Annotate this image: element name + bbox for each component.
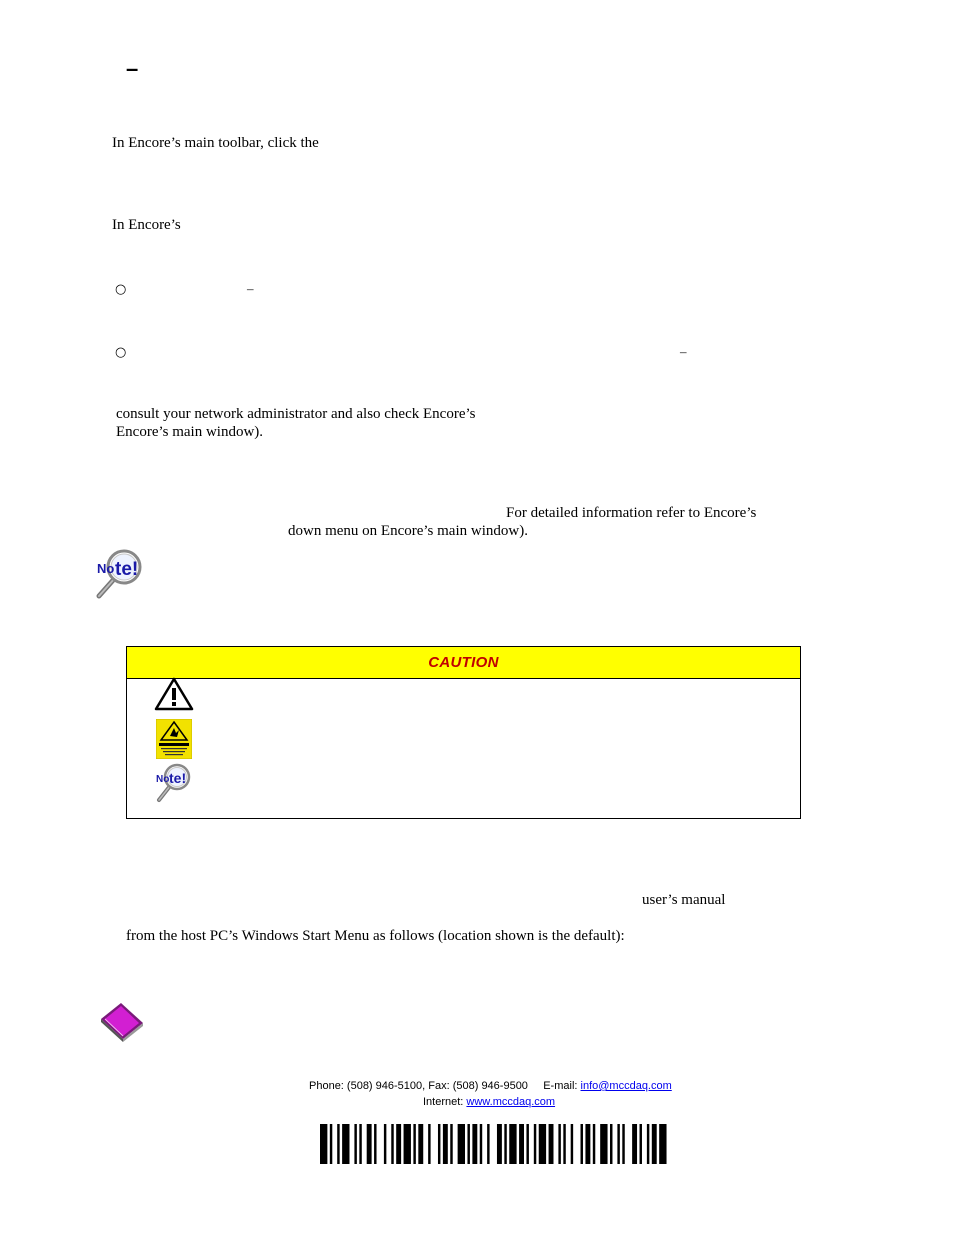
barcode-bar	[443, 1124, 448, 1164]
barcode-bar	[622, 1124, 624, 1164]
barcode-bar	[581, 1124, 583, 1164]
barcode-bar	[413, 1124, 415, 1164]
barcode-bar	[418, 1124, 423, 1164]
toolbar-instruction: In Encore’s main toolbar, click the	[112, 135, 319, 151]
barcode-bar	[480, 1124, 482, 1164]
barcode-bar	[539, 1124, 546, 1164]
barcode-bar	[610, 1124, 612, 1164]
barcode-bar	[652, 1124, 657, 1164]
barcode-bar	[600, 1124, 607, 1164]
network-line-1: consult your network administrator and also check Encore’s	[116, 406, 476, 422]
caution-title: CAUTION	[428, 654, 499, 671]
detail-line-1: For detailed information refer to Encore’s	[506, 505, 757, 521]
barcode-bar	[354, 1124, 356, 1164]
barcode-bar	[640, 1124, 642, 1164]
footer-contact-line	[309, 1079, 672, 1093]
footer-internet-label: Internet:	[423, 1096, 464, 1108]
barcode-bar	[487, 1124, 489, 1164]
bullet-marker-1: ○	[115, 282, 127, 297]
svg-text:No: No	[156, 774, 170, 785]
encore-instruction: In Encore’s	[112, 217, 181, 233]
barcode-bar	[359, 1124, 361, 1164]
barcode-bar	[585, 1124, 590, 1164]
reference-book-icon	[99, 999, 145, 1043]
svg-text:te!: te!	[169, 770, 187, 786]
barcode-bar	[384, 1124, 386, 1164]
barcode-bar	[396, 1124, 401, 1164]
warning-triangle-icon	[154, 677, 194, 711]
barcode-bar	[519, 1124, 524, 1164]
start-menu-instruction: from the host PC’s Windows Start Menu as follows (location shown is the default):	[126, 928, 625, 944]
footer-website-link[interactable]: www.mccdaq.com	[466, 1096, 556, 1108]
barcode-bar	[497, 1124, 502, 1164]
barcode-bar	[472, 1124, 477, 1164]
barcode-bar	[617, 1124, 619, 1164]
footer-email-label: E-mail:	[543, 1080, 578, 1092]
barcode-bar	[563, 1124, 565, 1164]
network-line-2: Encore’s main window).	[116, 424, 264, 440]
footer-email-link[interactable]: info@mccdaq.com	[580, 1080, 672, 1092]
caution-box	[126, 646, 801, 819]
bullet-marker-2: ○	[115, 345, 127, 360]
barcode-bar	[458, 1124, 465, 1164]
esd-attention-icon	[156, 719, 192, 759]
heading-dash: –	[126, 56, 139, 81]
note-magnifier-icon	[95, 549, 147, 599]
detail-line-2: down menu on Encore’s main window).	[288, 523, 528, 539]
footer-internet-line	[423, 1095, 555, 1109]
barcode-bar	[438, 1124, 440, 1164]
barcode-bar	[404, 1124, 411, 1164]
barcode-bar	[549, 1124, 554, 1164]
bullet-1-dash: –	[247, 281, 254, 296]
barcode-bar	[391, 1124, 393, 1164]
barcode-bar	[571, 1124, 573, 1164]
barcode-bar	[558, 1124, 560, 1164]
barcode-bar	[320, 1124, 327, 1164]
barcode-bar	[337, 1124, 339, 1164]
barcode-bar	[632, 1124, 637, 1164]
caution-header	[127, 647, 800, 679]
note-magnifier-small-icon	[155, 763, 193, 803]
barcode-bar	[450, 1124, 452, 1164]
barcode-bar	[428, 1124, 430, 1164]
barcode-bar	[659, 1124, 666, 1164]
barcode-bar	[342, 1124, 349, 1164]
barcode-bar	[593, 1124, 595, 1164]
barcode	[320, 1124, 669, 1164]
barcode-bar	[534, 1124, 536, 1164]
svg-text:te!: te!	[115, 559, 139, 580]
barcode-bar	[509, 1124, 516, 1164]
barcode-bar	[374, 1124, 376, 1164]
footer-phone-fax: Phone: (508) 946-5100, Fax: (508) 946-9500	[309, 1080, 528, 1092]
barcode-bar	[504, 1124, 506, 1164]
barcode-bar	[330, 1124, 332, 1164]
barcode-bar	[647, 1124, 649, 1164]
barcode-bar	[526, 1124, 528, 1164]
bullet-2-dash: –	[680, 344, 687, 359]
users-manual-text: user’s manual	[642, 892, 726, 908]
barcode-bar	[367, 1124, 372, 1164]
barcode-bar	[467, 1124, 469, 1164]
svg-text:No: No	[97, 561, 115, 576]
